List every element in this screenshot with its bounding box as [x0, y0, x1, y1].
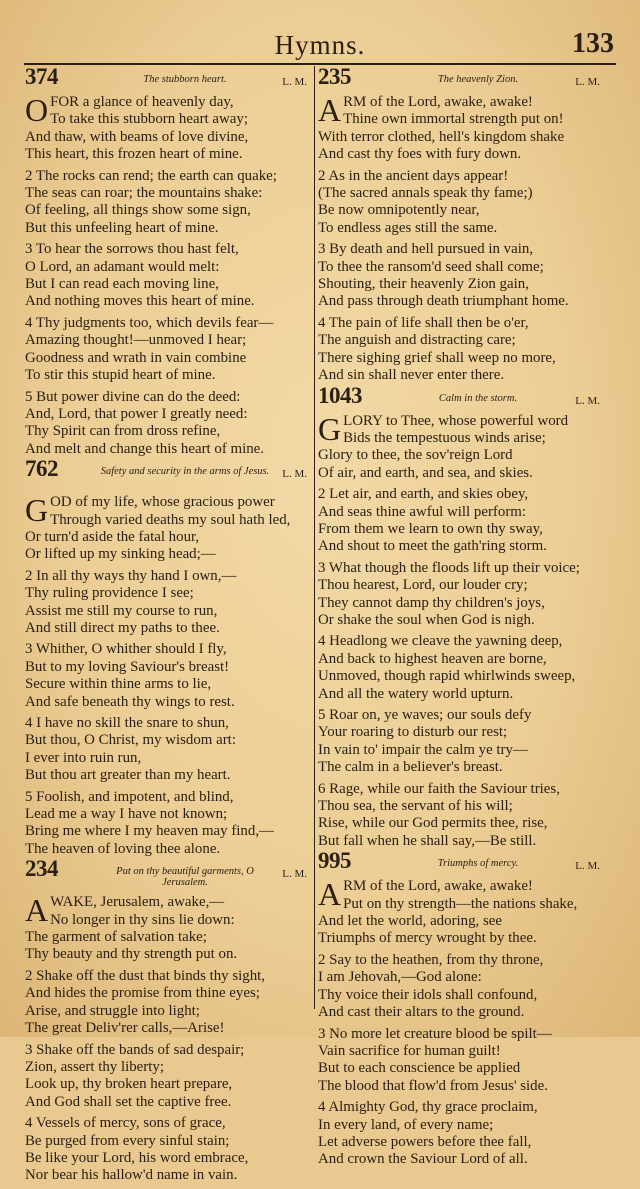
right-column: [318, 64, 600, 1173]
stanza: [25, 641, 307, 711]
verse-line: Goodness and wrath in vain combine: [25, 349, 247, 366]
stanza: [25, 568, 307, 638]
hymn-subtitle: Triumphs of mercy.: [437, 858, 519, 870]
verse-line: And melt and change this heart of mine.: [25, 440, 265, 457]
verse-line: Unmoved, though rapid whirlwinds sweep,: [318, 668, 576, 685]
verse-line: 3 No more let creature blood be spilt—: [318, 1025, 552, 1042]
verse-line-text: RM of the Lord, awake, awake!: [343, 94, 533, 110]
stanza: [318, 952, 600, 1022]
hymn-subtitle: Safety and security in the arms of Jesus.: [100, 466, 270, 478]
verse-line: There sighing grief shall weep no more,: [318, 349, 556, 366]
stanza: [25, 494, 307, 564]
verse-line: The heaven of loving thee alone.: [25, 840, 221, 857]
verse-line: 4 Vessels of mercy, sons of grace,: [25, 1115, 226, 1132]
stanza: [318, 315, 600, 385]
stanza: [318, 168, 600, 238]
verse-line: They cannot damp thy children's joys,: [318, 594, 545, 611]
hymn-number: 234: [25, 856, 58, 882]
verse-line: Rise, while our God permits thee, rise,: [318, 815, 548, 832]
verse-line: O Lord, an adamant would melt:: [25, 258, 220, 275]
verse-line: Put on thy strength—the nations shake,: [343, 895, 578, 912]
hymn-block: [318, 64, 600, 385]
column-divider: [314, 66, 315, 1009]
stanza: [25, 1115, 307, 1185]
hymn-meter: L. M.: [575, 860, 600, 873]
hymn-heading: [318, 382, 600, 411]
verse-line: To take this stubborn heart away;: [50, 111, 248, 128]
verse-line: Be purged from every sinful stain;: [25, 1132, 230, 1149]
verse-line: 5 Foolish, and impotent, and blind,: [25, 788, 234, 805]
verse-line: Triumphs of mercy wrought by thee.: [318, 930, 537, 947]
verse-line: And cast thy foes with fury down.: [318, 146, 522, 163]
verse-line: Lead me a way I have not known;: [25, 806, 228, 823]
verse-line: 3 Shake off the bands of sad despair;: [25, 1041, 245, 1058]
verse-line: Or shake the soul when God is nigh.: [318, 611, 535, 628]
drop-cap: A: [25, 892, 49, 929]
verse-line: Through varied deaths my soul hath led,: [50, 511, 291, 528]
verse-line-text: OD of my life, whose gracious power: [50, 494, 275, 511]
hymn-block: [25, 456, 307, 858]
hymn-number: 374: [25, 64, 58, 89]
verse-line: Thy ruling providence I see;: [25, 585, 194, 602]
verse-line: Amazing thought!—unmoved I hear;: [25, 332, 247, 349]
hymn-subtitle: The heavenly Zion.: [437, 74, 519, 85]
verse-line: The seas can roar; the mountains shake:: [25, 185, 263, 202]
verse-line: To endless ages still the same.: [318, 219, 498, 236]
verse-line: Vain sacrifice for human guilt!: [318, 1042, 501, 1059]
verse-line: In vain to' impair the calm ye try—: [318, 741, 528, 758]
verse-line: 3 What though the floods lift up their voice;: [318, 559, 580, 576]
hymn-number: 995: [318, 848, 351, 874]
verse-line: I am Jehovah,—God alone:: [318, 969, 482, 986]
verse-line: And still direct my paths to thee.: [25, 619, 220, 636]
stanza: [25, 789, 307, 859]
verse-line: And pass through death triumphant home.: [318, 293, 569, 310]
stanza: [318, 1026, 600, 1096]
stanza: [25, 315, 307, 385]
hymn-subtitle: The stubborn heart.: [143, 74, 227, 85]
verse-line: No longer in thy sins lie down:: [50, 911, 235, 928]
verse-line: Thine own immortal strength put on!: [343, 111, 564, 128]
hymn-number: 762: [25, 456, 58, 482]
verse-line: Glory to thee, the sov'reign Lord: [318, 447, 513, 464]
verse-line: 3 Whither, O whither should I fly,: [25, 641, 227, 658]
verse-line: Of feeling, all things show some sign,: [25, 202, 251, 219]
stanza: [318, 241, 600, 311]
verse-line: And thaw, with beams of love divine,: [25, 128, 249, 145]
verse-line: Be now omnipotently near,: [318, 202, 480, 219]
page-title: Hymns.: [274, 30, 366, 60]
verse-line: 2 The rocks can rend; the earth can quake;: [25, 167, 277, 184]
verse-line: To stir this stupid heart of mine.: [25, 367, 216, 384]
verse-line: Of air, and earth, and sea, and skies.: [318, 464, 533, 481]
verse-line: And cast their altars to the ground.: [318, 1004, 525, 1021]
stanza: [25, 241, 307, 311]
verse-line-text: FOR a glance of heavenly day,: [50, 94, 234, 110]
verse-line: 4 Almighty God, thy grace proclaim,: [318, 1099, 538, 1116]
hymn-heading: [25, 456, 307, 492]
hymn-number: 235: [318, 64, 351, 89]
hymn-block: [25, 64, 307, 458]
hymn-heading: [25, 64, 307, 92]
stanza: [25, 168, 307, 238]
stanza: [25, 1042, 307, 1112]
stanza: [318, 94, 600, 164]
stanza: [318, 633, 600, 703]
stanza: [318, 410, 600, 483]
hymn-meter: L. M.: [575, 76, 600, 88]
verse-line: I ever into ruin run,: [25, 749, 142, 766]
verse-line: This heart, this frozen heart of mine.: [25, 146, 243, 163]
verse-line: 3 By death and hell pursued in vain,: [318, 241, 534, 258]
verse-line: 2 Shake off the dust that binds thy sight,: [25, 967, 266, 984]
stanza: [25, 894, 307, 964]
verse-line: Thy beauty and thy strength put on.: [25, 946, 238, 963]
verse-line: But thou, O Christ, my wisdom art:: [25, 732, 236, 749]
verse-line: The great Deliv'rer calls,—Arise!: [25, 1020, 225, 1037]
left-column: [25, 64, 307, 1189]
stanza: [318, 1099, 600, 1169]
stanza: [318, 560, 600, 630]
verse-line: The calm in a believer's breast.: [318, 759, 503, 776]
verse-line: But thou art greater than my heart.: [25, 767, 231, 784]
stanza: [25, 968, 307, 1038]
verse-line-text: RM of the Lord, awake, awake!: [343, 878, 533, 895]
verse-line: 4 Headlong we cleave the yawning deep,: [318, 633, 563, 650]
verse-line: 2 As in the ancient days appear!: [318, 167, 509, 184]
verse-line: 5 But power divine can do the deed:: [25, 388, 241, 405]
stanza: [25, 389, 307, 459]
hymn-meter: L. M.: [575, 394, 600, 407]
drop-cap: G: [318, 410, 342, 447]
hymn-meter: L. M.: [282, 468, 307, 481]
hymn-heading: [318, 848, 600, 876]
verse-line: And sin shall never enter there.: [318, 367, 505, 384]
verse-line: But this unfeeling heart of mine.: [25, 219, 219, 236]
verse-line: And all the watery world upturn.: [318, 685, 514, 702]
verse-line: 2 Say to the heathen, from thy throne,: [318, 951, 544, 968]
hymn-block: [318, 848, 600, 1169]
drop-cap: A: [318, 92, 342, 128]
verse-line: And back to highest heaven are borne,: [318, 650, 547, 667]
verse-line: Thou sea, the servant of his will;: [318, 798, 513, 815]
verse-line: 5 Roar on, ye waves; our souls defy: [318, 707, 532, 723]
verse-line: Thy voice their idols shall confound,: [318, 986, 538, 1003]
verse-line: And safe beneath thy wings to rest.: [25, 693, 235, 710]
verse-line: Thy Spirit can from dross refine,: [25, 423, 221, 440]
verse-line: And nothing moves this heart of mine.: [25, 293, 255, 310]
verse-line: Secure within thine arms to lie,: [25, 676, 212, 693]
stanza: [25, 94, 307, 164]
stanza: [318, 486, 600, 556]
verse-line: And, Lord, that power I greatly need:: [25, 405, 248, 422]
verse-line: The anguish and distracting care;: [318, 332, 516, 349]
verse-line: Let adverse powers before thee fall,: [318, 1133, 532, 1150]
verse-line: But fall when he shall say,—Be still.: [318, 832, 537, 849]
page-header: [24, 24, 616, 64]
hymn-number: 1043: [318, 382, 362, 408]
verse-line: Or turn'd aside the fatal hour,: [25, 528, 200, 545]
drop-cap: G: [25, 492, 49, 529]
verse-line: 4 The pain of life shall then be o'er,: [318, 314, 529, 331]
verse-line: (The sacred annals speak thy fame;): [318, 185, 533, 202]
verse-line: With terror clothed, hell's kingdom shake: [318, 128, 565, 145]
verse-line: In every land, of every name;: [318, 1116, 494, 1133]
verse-line: Bids the tempestuous winds arise;: [343, 429, 546, 446]
verse-line: From them we learn to own thy sway,: [318, 520, 543, 537]
verse-line: But to each conscience be applied: [318, 1060, 521, 1077]
verse-line: And crown the Saviour Lord of all.: [318, 1151, 528, 1168]
stanza: [318, 878, 600, 948]
verse-line: 2 Let air, and earth, and skies obey,: [318, 486, 529, 503]
verse-line: The blood that flow'd from Jesus' side.: [318, 1077, 548, 1094]
verse-line: 2 In all thy ways thy hand I own,—: [25, 567, 237, 584]
verse-line: But to my loving Saviour's breast!: [25, 658, 230, 675]
verse-line: And shout to meet the gath'ring storm.: [318, 538, 547, 555]
hymn-heading: [318, 64, 600, 92]
verse-line-text: WAKE, Jerusalem, awake,—: [50, 894, 225, 911]
hymn-meter: L. M.: [282, 868, 307, 881]
verse-line-text: LORY to Thee, whose powerful word: [343, 412, 569, 429]
verse-line: And let the world, adoring, see: [318, 913, 503, 930]
drop-cap: O: [25, 92, 49, 128]
page-number: 133: [572, 28, 614, 59]
hymn-block: [25, 856, 307, 1185]
hymn-subtitle: Put on thy beautiful garments, O Jerusalem.: [116, 866, 254, 889]
verse-line: The garment of salvation take;: [25, 929, 207, 946]
verse-line: 4 Thy judgments too, which devils fear—: [25, 314, 274, 331]
verse-line: Your roaring to disturb our rest;: [318, 724, 508, 741]
verse-line: Nor bear his hallow'd name in vain.: [25, 1167, 238, 1184]
hymn-meter: L. M.: [282, 76, 307, 88]
verse-line: Bring me where I my heaven may find,—: [25, 823, 274, 840]
verse-line: Or lifted up my sinking head;—: [25, 546, 216, 563]
stanza: [318, 781, 600, 851]
verse-line: Arise, and struggle into light;: [25, 1002, 200, 1019]
hymn-heading: [25, 856, 307, 892]
verse-line: 3 To hear the sorrows thou hast felt,: [25, 241, 239, 258]
verse-line: To thee the ransom'd seed shall come;: [318, 258, 544, 275]
verse-line: But I can read each moving line,: [25, 276, 219, 293]
hymn-block: [318, 382, 600, 851]
verse-line: 6 Rage, while our faith the Saviour tries,: [318, 780, 560, 797]
verse-line: Shouting, their heavenly Zion gain,: [318, 276, 529, 293]
verse-line: Thou hearest, Lord, our louder cry;: [318, 577, 528, 594]
stanza: [318, 707, 600, 777]
verse-line: Look up, thy broken heart prepare,: [25, 1076, 233, 1093]
drop-cap: A: [318, 876, 342, 913]
verse-line: Be like your Lord, his word embrace,: [25, 1149, 249, 1166]
verse-line: And God shall set the captive free.: [25, 1093, 232, 1110]
stanza: [25, 715, 307, 785]
verse-line: And seas thine awful will perform:: [318, 503, 527, 520]
verse-line: Zion, assert thy liberty;: [25, 1058, 164, 1075]
hymn-subtitle: Calm in the storm.: [438, 392, 518, 404]
verse-line: 4 I have no skill the snare to shun,: [25, 715, 229, 731]
verse-line: Assist me still my course to run,: [25, 602, 218, 619]
verse-line: And hides the promise from thine eyes;: [25, 985, 260, 1002]
